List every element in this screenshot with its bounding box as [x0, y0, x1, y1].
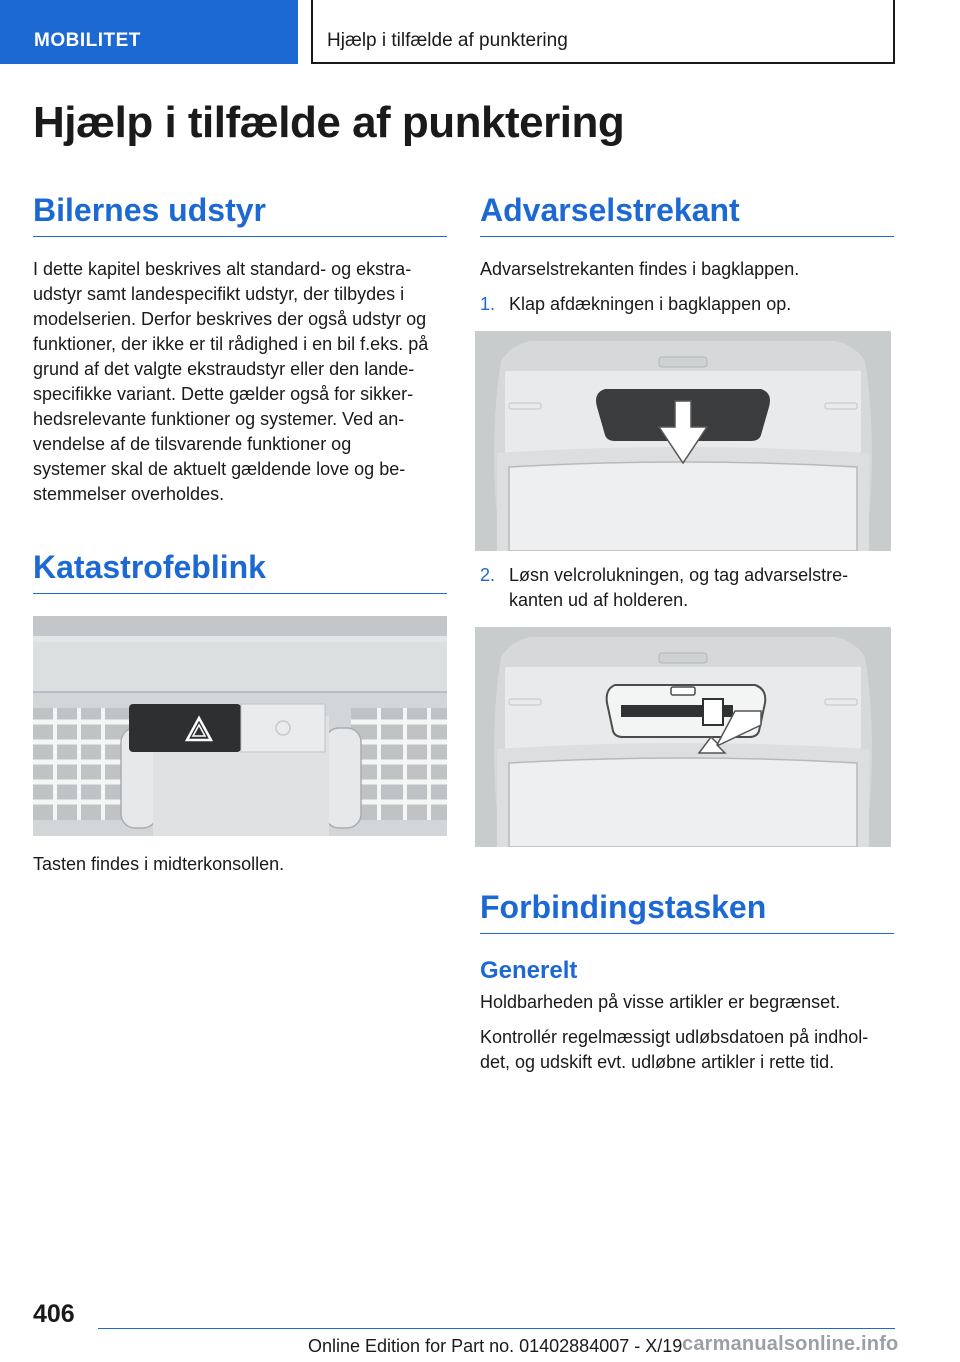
equipment-line: I dette kapitel beskrives alt standard- og ekstra-	[33, 259, 412, 279]
hazard-switch-figure	[33, 616, 447, 836]
equipment-line: specifikke variant. Dette gælder også for sikker-	[33, 384, 414, 404]
page-number: 406	[33, 1300, 75, 1328]
equipment-line: vendelse af de tilsvarende funktioner og	[33, 434, 352, 454]
equipment-line: funktioner, der ikke er til rådighed i en bil f.eks. på	[33, 334, 429, 354]
page-title: Hjælp i tilfælde af punktering	[33, 98, 625, 147]
firstaid-text-1: Holdbarheden på visse artikler er begrænset.	[480, 992, 841, 1012]
step-text: Klap afdækningen i bagklappen op.	[509, 294, 792, 314]
step-number: 2.	[480, 565, 496, 585]
equipment-line: systemer skal de aktuelt gældende love og be-	[33, 459, 406, 479]
triangle-holder-figure	[475, 627, 891, 847]
step-item	[480, 563, 894, 613]
edition-info: Online Edition for Part no. 01402884007 - X/19	[308, 1336, 683, 1356]
chapter-tab: MOBILITET	[0, 0, 298, 64]
triangle-intro: Advarselstrekanten findes i bagklappen.	[480, 259, 800, 279]
right-column	[480, 190, 894, 1075]
equipment-line: stemmelser overholdes.	[33, 484, 225, 504]
equipment-text	[33, 257, 447, 507]
equipment-line: hedsrelevante funktioner og systemer. Ved an-	[33, 409, 405, 429]
step-number: 1.	[480, 294, 496, 314]
equipment-line: udstyr samt landespecifikt udstyr, der tilbydes i	[33, 284, 405, 304]
equipment-line: modelserien. Derfor beskrives der også udstyr og	[33, 309, 427, 329]
section-header: Hjælp i tilfælde af punktering	[311, 0, 895, 64]
adjacent-button-drawing	[241, 704, 325, 752]
firstaid-line: Kontrollér regelmæssigt udløbsdatoen på indhol-	[480, 1027, 869, 1047]
left-column	[33, 190, 447, 877]
heading-triangle: Advarselstrekant	[480, 190, 894, 237]
triangle-steps-2	[480, 563, 894, 613]
triangle-steps-1	[480, 292, 894, 317]
heading-equipment: Bilernes udstyr	[33, 190, 447, 237]
step-item	[480, 292, 894, 317]
hazard-button-drawing	[129, 704, 241, 752]
left-vent-grille	[33, 708, 133, 820]
step-text	[509, 563, 848, 613]
hazard-caption: Tasten findes i midterkonsollen.	[33, 854, 285, 874]
equipment-line: grund af det valgte ekstraudstyr eller den lande-	[33, 359, 415, 379]
step-line: kanten ud af holderen.	[509, 590, 689, 610]
right-vent-grille	[351, 708, 447, 820]
watermark: carmanualsonline.info	[682, 1333, 899, 1355]
right-vent-knob	[325, 728, 361, 828]
heading-firstaid: Forbindingstasken	[480, 887, 894, 934]
footer-divider	[98, 1328, 895, 1329]
firstaid-line: det, og udskift evt. udløbne artikler i rette tid.	[480, 1052, 835, 1072]
tailgate-cover-figure	[475, 331, 891, 551]
step-line: Løsn velcrolukningen, og tag advarselstre-	[509, 565, 849, 585]
subheading-general: Generelt	[480, 957, 578, 984]
firstaid-text-2	[480, 1025, 894, 1075]
heading-hazard: Katastrofeblink	[33, 547, 447, 594]
